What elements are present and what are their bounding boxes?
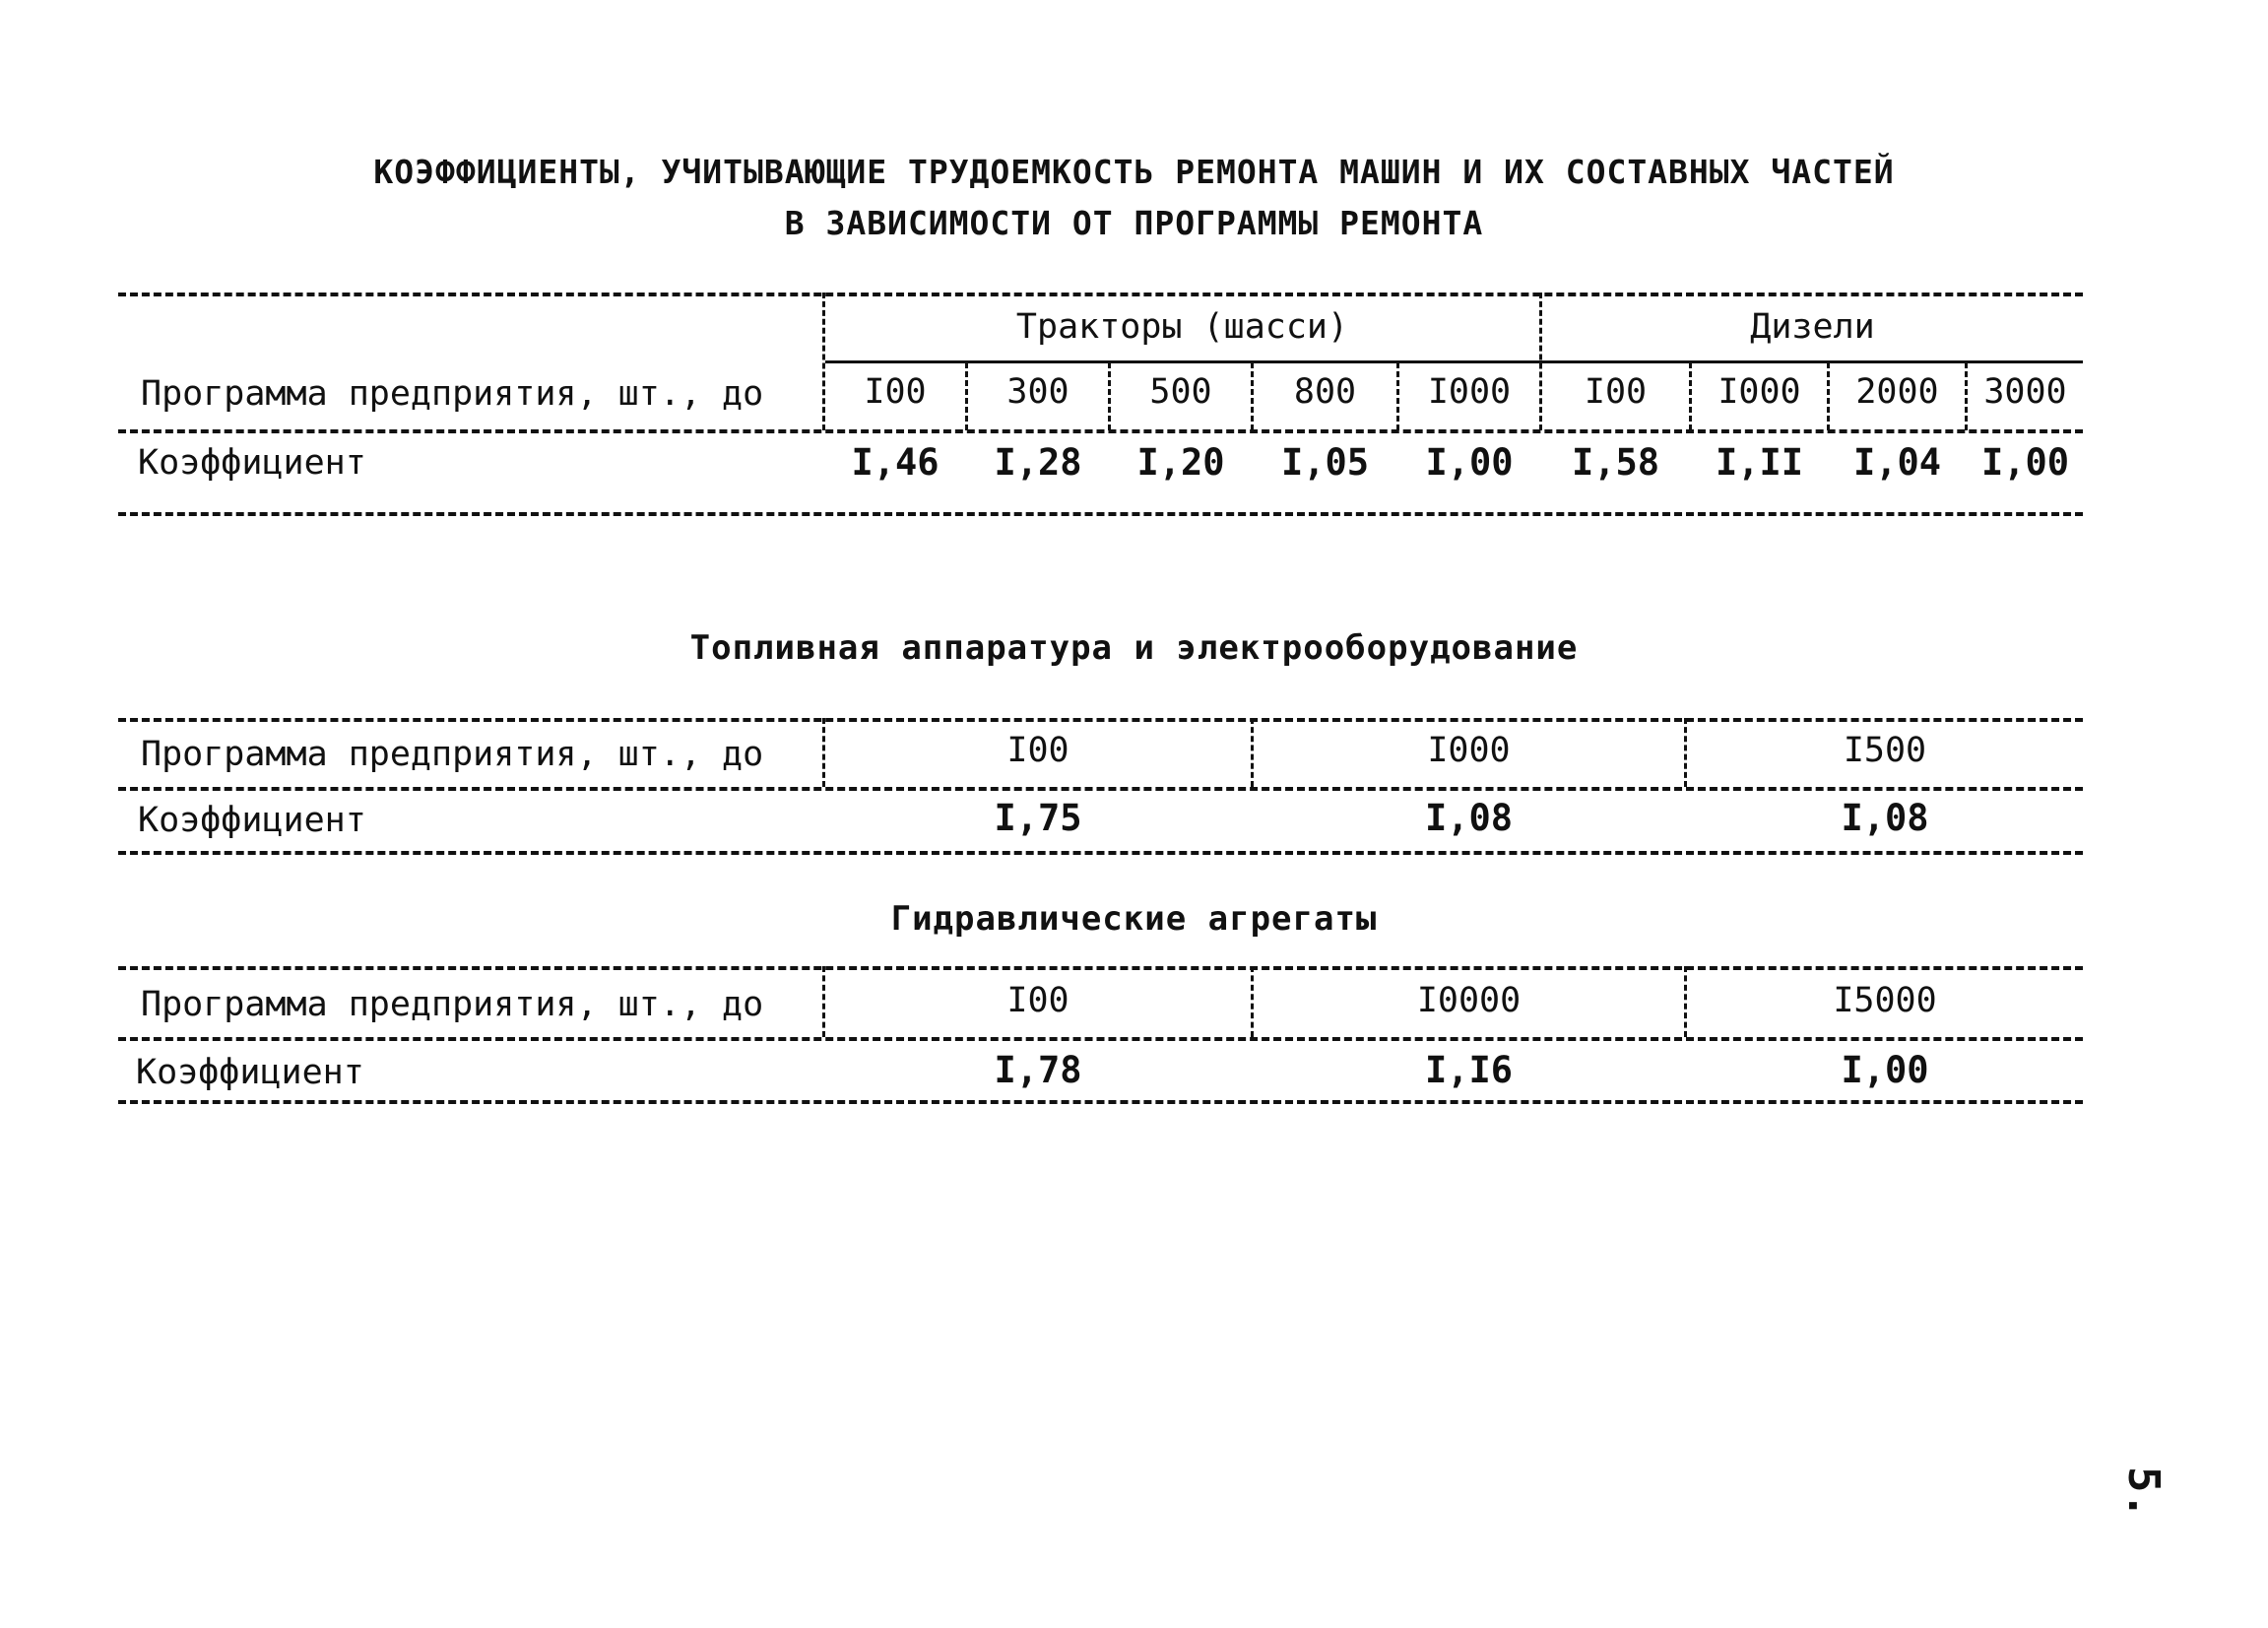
- table2-col-header: I500: [1843, 731, 1927, 770]
- table1-bottom-rule: [118, 512, 2083, 516]
- table2-top-rule: [118, 718, 2083, 722]
- table1-coef-value: I,20: [1136, 441, 1225, 484]
- table2-mid-rule: [118, 787, 2083, 791]
- table1-col-header: I000: [1427, 372, 1512, 412]
- table2-coef-value: I,08: [1841, 797, 1929, 839]
- table3-mid-rule: [118, 1037, 2083, 1041]
- table1-group-diesels: Дизели: [1750, 307, 1875, 347]
- table1-coef-value: I,05: [1280, 441, 1370, 484]
- table1-coef-value: I,58: [1571, 441, 1660, 484]
- table1-coef-value: I,00: [1980, 441, 2070, 484]
- table1-col-header: 500: [1149, 372, 1212, 412]
- table2-col-header: I000: [1427, 731, 1511, 770]
- table2-col-header: I00: [1006, 731, 1069, 770]
- page-number: 5.: [2117, 1466, 2169, 1519]
- table3-bottom-rule: [118, 1100, 2083, 1104]
- table1-coef-value: I,00: [1425, 441, 1514, 484]
- table1-col-header: I00: [864, 372, 927, 412]
- table3-coef-value: I,00: [1841, 1049, 1929, 1091]
- table1-mid-rule: [118, 429, 2083, 433]
- table1-col-header: I00: [1584, 372, 1648, 412]
- table1-col-header: 2000: [1855, 372, 1939, 412]
- table1-coef-value: I,04: [1852, 441, 1942, 484]
- table3-col-header: I0000: [1416, 981, 1522, 1020]
- table2-program-label: Программа предприятия, шт., до: [141, 735, 764, 774]
- table1-group-underline: [825, 360, 2083, 363]
- document-title-line1: КОЭФФИЦИЕНТЫ, УЧИТЫВАЮЩИЕ ТРУДОЕМКОСТЬ РЕМОНТА МАШИН И ИХ СОСТАВНЫХ ЧАСТЕЙ: [373, 153, 1895, 191]
- table1-group-tractors: Тракторы (шасси): [1015, 307, 1349, 347]
- table2-coef-label: Коэффициент: [138, 801, 366, 840]
- table2-bottom-rule: [118, 851, 2083, 855]
- table1-col-header: I000: [1717, 372, 1801, 412]
- table3-coef-value: I,78: [994, 1049, 1082, 1091]
- table3-heading: Гидравлические агрегаты: [890, 899, 1378, 939]
- table1-coef-value: I,II: [1715, 441, 1804, 484]
- document-title-line2: В ЗАВИСИМОСТИ ОТ ПРОГРАММЫ РЕМОНТА: [784, 204, 1484, 242]
- table1-col-header: 800: [1293, 372, 1357, 412]
- table3-col-header: I00: [1006, 981, 1069, 1020]
- table2-heading: Топливная аппаратура и электрооборудование: [689, 628, 1579, 668]
- table1-col-header: 3000: [1983, 372, 2067, 412]
- table1-program-label: Программа предприятия, шт., до: [141, 374, 764, 414]
- table3-top-rule: [118, 966, 2083, 970]
- table1-coef-value: I,28: [994, 441, 1082, 484]
- table2-coef-value: I,75: [994, 797, 1082, 839]
- table3-coef-value: I,I6: [1424, 1049, 1514, 1091]
- table3-program-label: Программа предприятия, шт., до: [141, 985, 764, 1024]
- table3-col-header: I5000: [1833, 981, 1937, 1020]
- table2-coef-value: I,08: [1424, 797, 1514, 839]
- table1-coef-value: I,46: [851, 441, 940, 484]
- table3-coef-label: Коэффициент: [136, 1053, 364, 1092]
- table1-top-rule: [118, 293, 2083, 296]
- table1-col-header: 300: [1006, 372, 1069, 412]
- table1-coef-label: Коэффициент: [138, 443, 366, 483]
